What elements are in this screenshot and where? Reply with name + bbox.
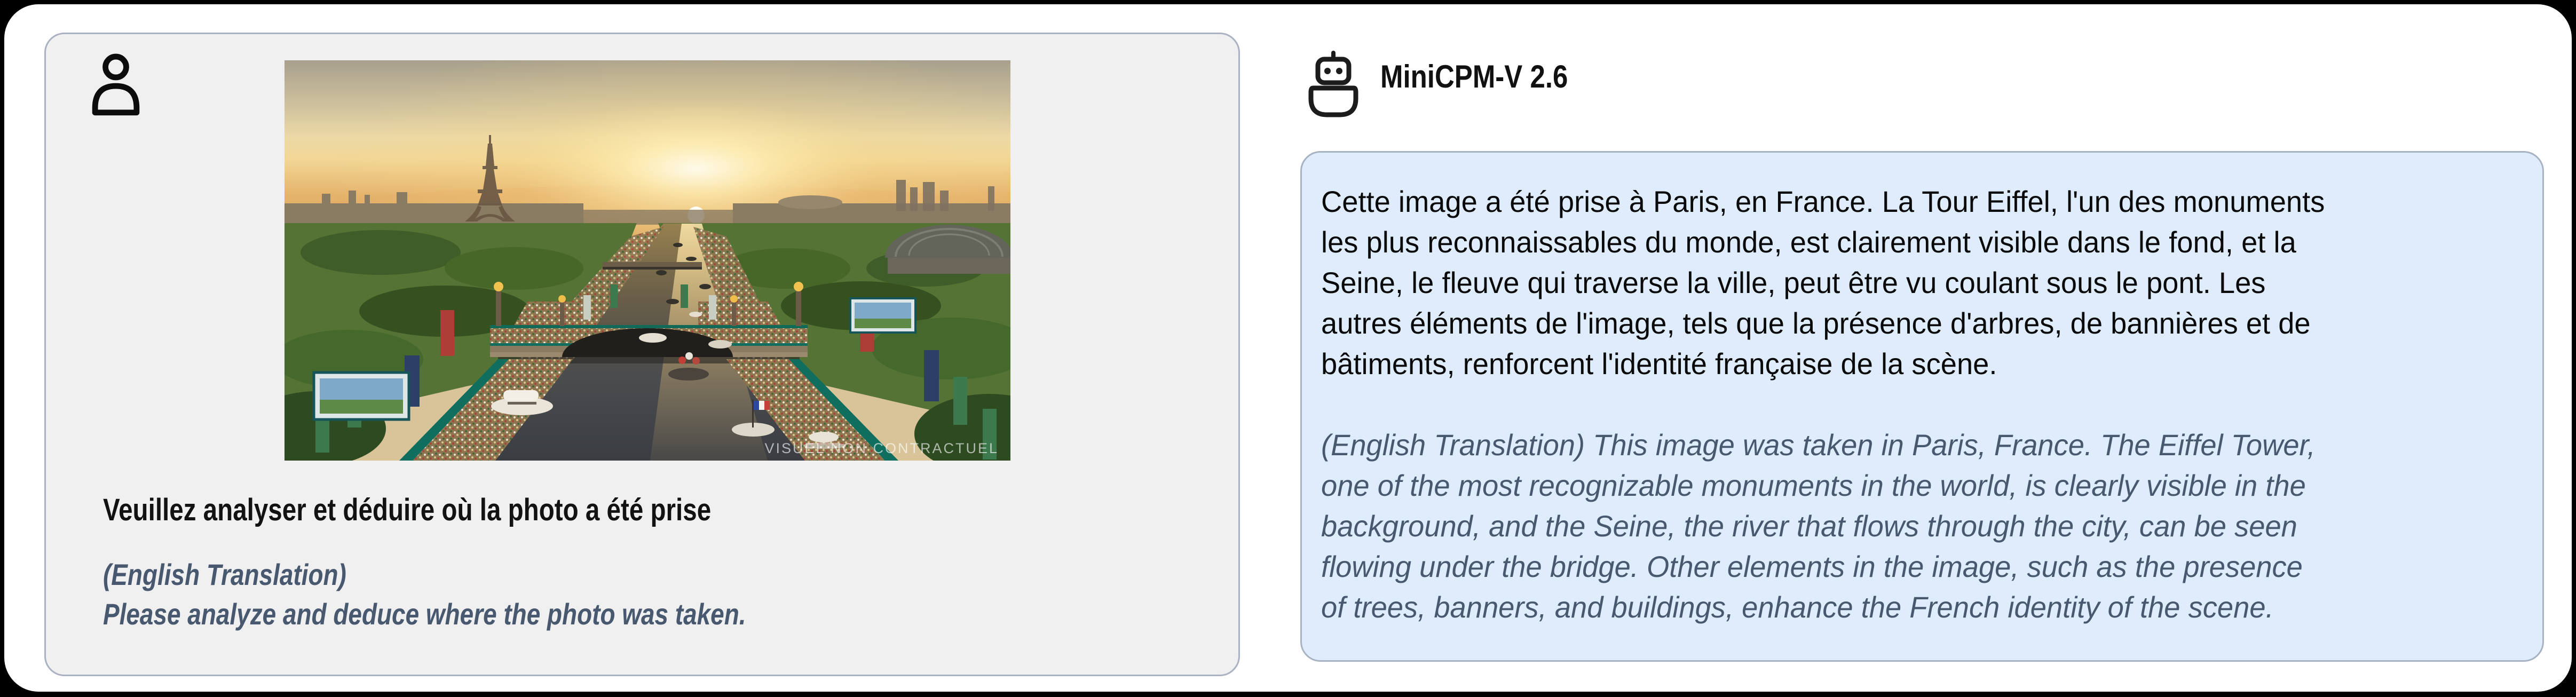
model-response-english-translation — [1321, 425, 2491, 628]
response-fr-line: bâtiments, renforcent l'identité française de la scène. — [1321, 347, 1997, 381]
robot-icon — [1307, 50, 1360, 121]
user-question-translation — [103, 555, 746, 634]
model-header — [1307, 50, 1601, 121]
response-en-line: one of the most recognizable monuments in the world, is clearly visible in the — [1321, 469, 2306, 502]
response-en-line: (English Translation) This image was taken in Paris, France. The Eiffel Tower, — [1321, 428, 2316, 462]
user-question-english: Please analyze and deduce where the photo was taken. — [103, 597, 746, 631]
response-fr-line: Seine, le fleuve qui traverse la ville, peut être vu coulant sous le pont. Les — [1321, 266, 2266, 299]
response-en-line: background, and the Seine, the river that flows through the city, can be seen — [1321, 509, 2297, 543]
response-fr-line: Cette image a été prise à Paris, en France. La Tour Eiffel, l'un des monuments — [1321, 185, 2325, 218]
person-icon — [87, 51, 145, 121]
model-response-french — [1321, 181, 2491, 384]
photo-watermark: VISUEL NON CONTRACTUEL — [764, 440, 999, 456]
model-name: MiniCPM-V 2.6 — [1380, 59, 1568, 94]
translation-label: (English Translation) — [103, 558, 346, 591]
app-surface — [4, 4, 2572, 692]
model-response-bubble — [1300, 151, 2544, 662]
response-fr-line: autres éléments de l'image, tels que la présence d'arbres, de bannières et de — [1321, 306, 2311, 340]
distant-bridge — [603, 262, 702, 270]
user-photo-paris-seine — [285, 60, 1010, 461]
user-question-french: Veuillez analyser et déduire où la photo a été prise — [103, 493, 712, 527]
response-en-line: of trees, banners, and buildings, enhance the French identity of the scene. — [1321, 590, 2274, 624]
response-en-line: flowing under the bridge. Other elements in the image, such as the presence — [1321, 550, 2303, 583]
response-fr-line: les plus reconnaissables du monde, est clairement visible dans le fond, et la — [1321, 225, 2296, 259]
user-message-panel — [44, 33, 1240, 676]
